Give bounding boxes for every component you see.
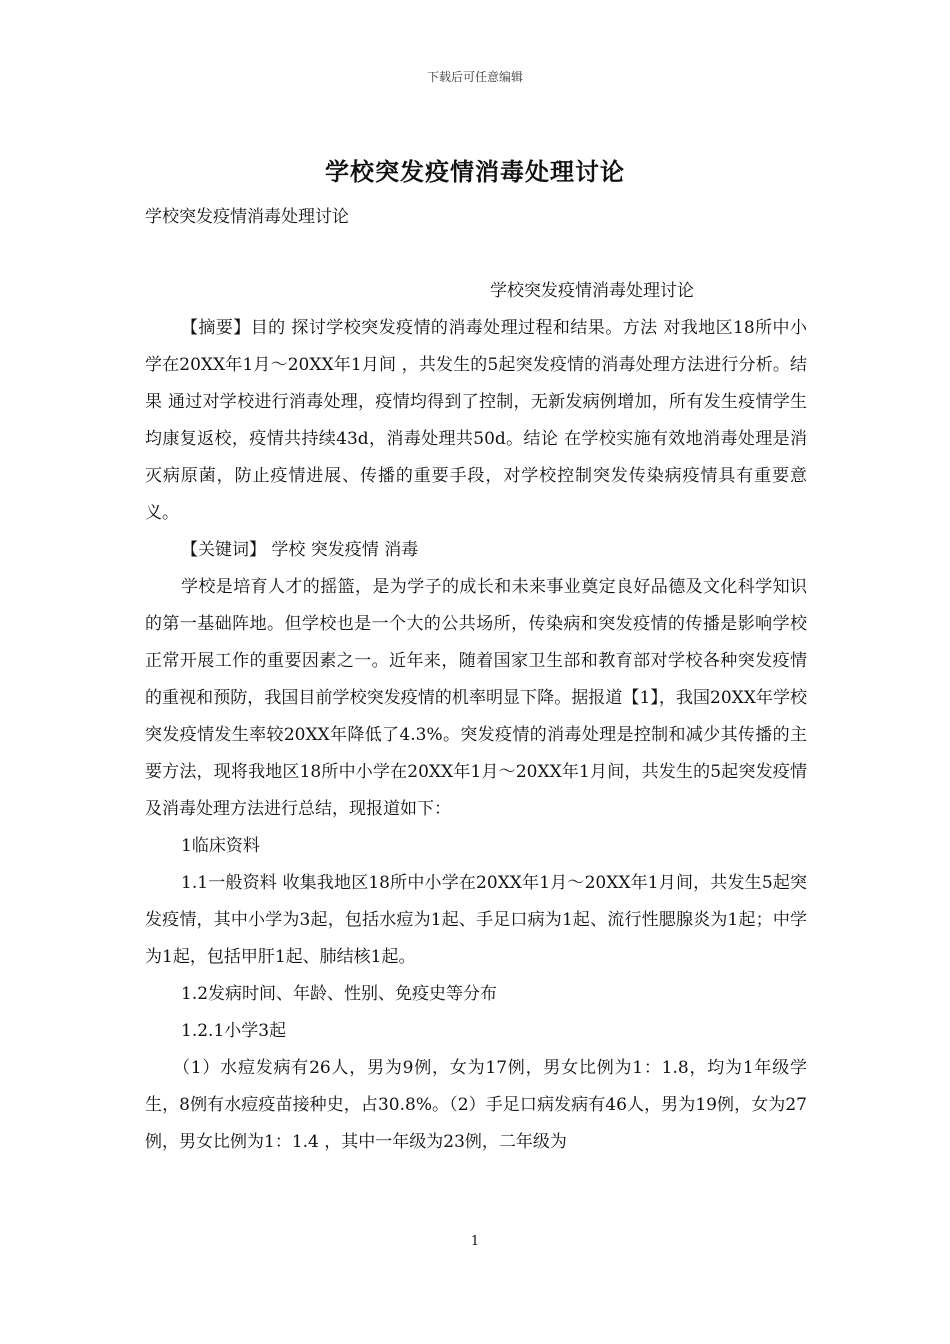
- document-title: 学校突发疫情消毒处理讨论: [325, 157, 625, 186]
- section-heading-clinical: 1临床资料: [181, 836, 260, 856]
- abstract-paragraph: 【摘要】目的 探讨学校突发疫情的消毒处理过程和结果。方法 对我地区18所中小学在20XX年1月～20XX年1月间 ，共发生的5起突发疫情的消毒处理方法进行分析。结果 通过对学校进行消毒处理，疫情均得到了控制，无新发病例增加，所有发生疫情学生均康复返校，疫情共持续43d，消毒处理共50d。结论 在学校实施有效地消毒处理是消灭病原菌，防止疫情进展、传播的重要手段，对学校控制突发传染病疫情具有重要意义。: [145, 318, 807, 523]
- keywords-paragraph: 【关键词】 学校 突发疫情 消毒: [181, 540, 419, 560]
- header-note: 下载后可任意编辑: [426, 70, 523, 84]
- intro-paragraph: 学校是培育人才的摇篮，是为学子的成长和未来事业奠定良好品德及文化科学知识的第一基础阵地。但学校也是一个大的公共场所，传染病和突发疫情的传播是影响学校正常开展工作的重要因素之一。近年来，随着国家卫生部和教育部对学校各种突发疫情的重视和预防，我国目前学校突发疫情的机率明显下降。据报道【1】，我国20XX年学校突发疫情发生率较20XX年降低了4.3%。突发疫情的消毒处理是控制和减少其传播的主要方法，现将我地区18所中小学在20XX年1月～20XX年1月间，共发生的5起突发疫情及消毒处理方法进行总结，现报道如下：: [145, 577, 807, 819]
- document-body: [145, 310, 807, 1161]
- section-title: 学校突发疫情消毒处理讨论: [490, 281, 694, 301]
- section-heading-distribution: 1.2发病时间、年龄、性别、免疫史等分布: [181, 984, 498, 1004]
- document-subtitle: 学校突发疫情消毒处理讨论: [145, 207, 349, 227]
- general-data-paragraph: 1.1一般资料 收集我地区18所中小学在20XX年1月～20XX年1月间，共发生5起突发疫情，其中小学为3起，包括水痘为1起、手足口病为1起、流行性腮腺炎为1起；中学为1起，包括甲肝1起、肺结核1起。: [145, 873, 807, 967]
- page-number: 1: [470, 1234, 480, 1249]
- primary-cases-paragraph: （1）水痘发病有26人，男为9例，女为17例，男女比例为1：1.8，均为1年级学生，8例有水痘疫苗接种史，占30.8%。（2）手足口病发病有46人，男为19例，女为27例，男女比例为1：1.4 ，其中一年级为23例，二年级为: [145, 1058, 807, 1152]
- section-heading-primary: 1.2.1小学3起: [181, 1021, 287, 1041]
